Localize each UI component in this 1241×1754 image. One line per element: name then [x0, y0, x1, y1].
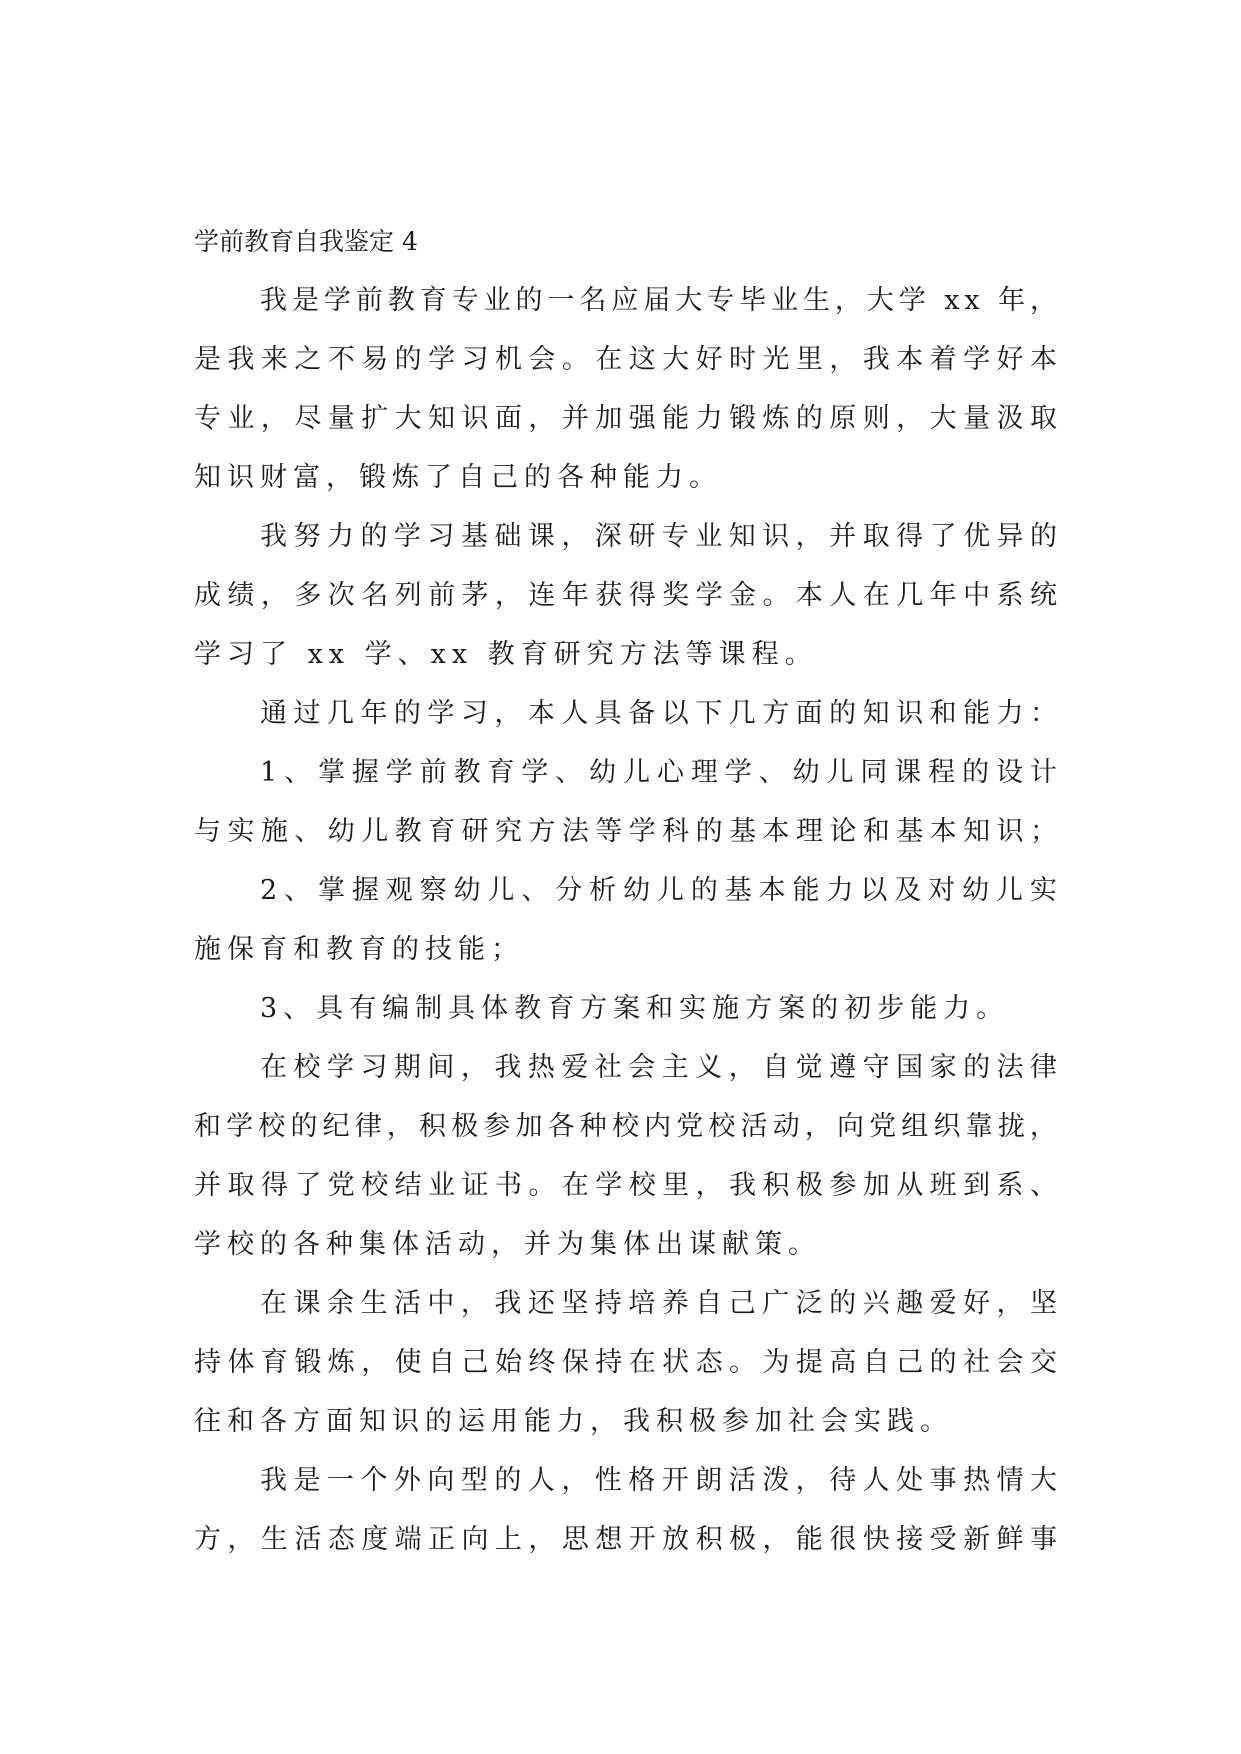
- document-page: [194, 212, 1064, 1569]
- list-item-3: [194, 979, 1057, 1038]
- paragraph-5: [194, 1274, 1064, 1451]
- paragraph-1: [194, 271, 1064, 507]
- paragraph-line: 学校的各种集体活动，并为集体出谋献策。: [194, 1229, 821, 1260]
- paragraph-line: 与实施、幼儿教育研究方法等学科的基本理论和基本知识；: [194, 816, 1064, 847]
- list-item-1: [194, 743, 1064, 861]
- paragraph-line: 在课余生活中，我还坚持培养自己广泛的兴趣爱好，坚: [260, 1288, 1064, 1319]
- paragraph-line: 方，生活态度端正向上，思想开放积极，能很快接受新鲜事: [194, 1524, 1064, 1555]
- paragraph-line: 我是学前教育专业的一名应届大专毕业生，大学 xx 年，: [260, 285, 1062, 316]
- paragraph-6: [194, 1451, 1064, 1569]
- paragraph-line: 知识财富，锻炼了自己的各种能力。: [194, 462, 722, 493]
- paragraph-line: 和学校的纪律，积极参加各种校内党校活动，向党组织靠拢，: [194, 1111, 1063, 1142]
- paragraph-line: 是我来之不易的学习机会。在这大好时光里，我本着学好本: [194, 344, 1064, 375]
- paragraph-line: 成绩，多次名列前茅，连年获得奖学金。本人在几年中系统: [194, 580, 1064, 611]
- list-item-2: [194, 861, 1064, 979]
- paragraph-line: 1、掌握学前教育学、幼儿心理学、幼儿同课程的设计: [260, 757, 1064, 788]
- paragraph-line: 专业，尽量扩大知识面，并加强能力锻炼的原则，大量汲取: [194, 403, 1064, 434]
- paragraph-line: 在校学习期间，我热爱社会主义，自觉遵守国家的法律: [260, 1052, 1064, 1083]
- paragraph-line: 通过几年的学习，本人具备以下几方面的知识和能力：: [260, 698, 1064, 729]
- paragraph-line: 我努力的学习基础课，深研专业知识，并取得了优异的: [260, 521, 1064, 552]
- paragraph-line: 并取得了党校结业证书。在学校里，我积极参加从班到系、: [194, 1170, 1064, 1201]
- paragraph-line: 往和各方面知识的运用能力，我积极参加社会实践。: [194, 1406, 953, 1437]
- paragraph-line: 我是一个外向型的人，性格开朗活泼，待人处事热情大: [260, 1465, 1064, 1496]
- paragraph-line: 3、具有编制具体教育方案和实施方案的初步能力。: [260, 993, 1010, 1024]
- paragraph-line: 2、掌握观察幼儿、分析幼儿的基本能力以及对幼儿实: [260, 875, 1064, 906]
- paragraph-3: [194, 684, 1064, 743]
- paragraph-4: [194, 1038, 1064, 1274]
- paragraph-line: 施保育和教育的技能；: [194, 934, 524, 965]
- paragraph-line: 学习了 xx 学、xx 教育研究方法等课程。: [194, 639, 818, 670]
- paragraph-2: [194, 507, 1064, 684]
- paragraph-line: 持体育锻炼，使自己始终保持在状态。为提高自己的社会交: [194, 1347, 1064, 1378]
- page-title: 学前教育自我鉴定 4: [194, 227, 418, 256]
